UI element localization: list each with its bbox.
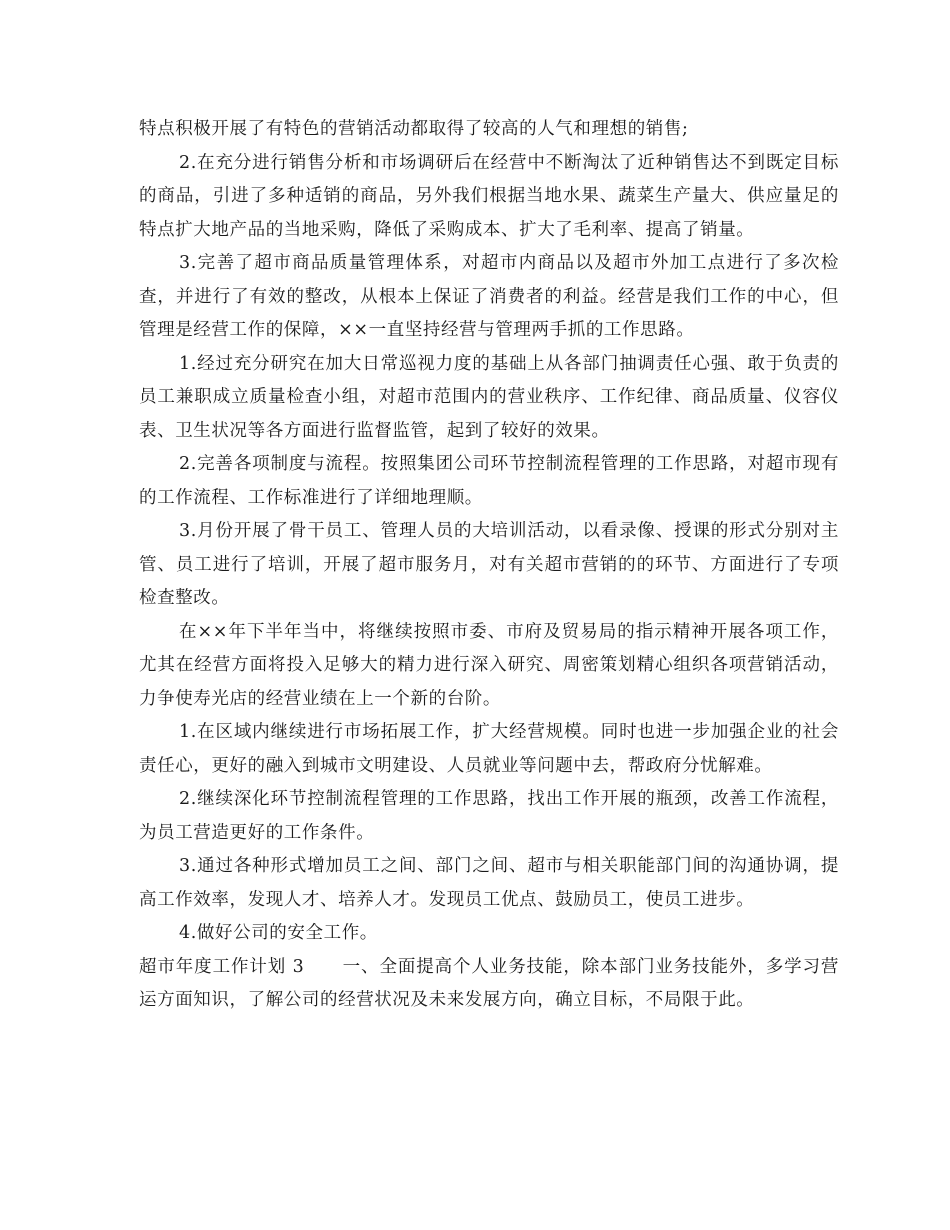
paragraph: 3.完善了超市商品质量管理体系，对超市内商品以及超市外加工点进行了多次检查，并进行了有效的整改，从根本上保证了消费者的利益。经营是我们工作的中心，但管理是经营工作的保障，××一直坚持经营与管理两手抓的工作思路。 xyxy=(139,253,839,340)
paragraph: 1.在区域内继续进行市场拓展工作，扩大经营规模。同时也进一步加强企业的社会责任心，更好的融入到城市文明建设、人员就业等问题中去，帮政府分忧解难。 xyxy=(139,722,839,776)
final-paragraph xyxy=(139,951,839,1018)
paragraph: 1.经过充分研究在加大日常巡视力度的基础上从各部门抽调责任心强、敢于负责的员工兼职成立质量检查小组，对超市范围内的营业秩序、工作纪律、商品质量、仪容仪表、卫生状况等各方面进行监督监管，起到了较好的效果。 xyxy=(139,353,839,441)
paragraph: 2.在充分进行销售分析和市场调研后在经营中不断淘汰了近种销售达不到既定目标的商品，引进了多种适销的商品，另外我们根据当地水果、蔬菜生产量大、供应量足的特点扩大地产品的当地采购，降低了采购成本、扩大了毛利率、提高了销量。 xyxy=(139,152,839,240)
paragraph: 3.月份开展了骨干员工、管理人员的大培训活动，以看录像、授课的形式分别对主管、员工进行了培训，开展了超市服务月，对有关超市营销的的环节、方面进行了专项检查整改。 xyxy=(139,521,839,608)
paragraph: 4.做好公司的安全工作。 xyxy=(179,923,378,943)
paragraph: 3.通过各种形式增加员工之间、部门之间、超市与相关职能部门间的沟通协调，提高工作效率，发现人才、培养人才。发现员工优点、鼓励员工，使员工进步。 xyxy=(139,856,839,910)
document-body xyxy=(139,113,839,1018)
paragraph-text: 一、全面提高个人业务技能，除本部门业务技能外，多学习营运方面知识，了解公司的经营状况及未来发展方向，确立目标，不局限于此。 xyxy=(139,956,840,1010)
paragraph: 2.完善各项制度与流程。按照集团公司环节控制流程管理的工作思路，对超市现有的工作流程、工作标准进行了详细地理顺。 xyxy=(139,454,839,508)
paragraph: 在××年下半年当中，将继续按照市委、市府及贸易局的指示精神开展各项工作，尤其在经营方面将投入足够大的精力进行深入研究、周密策划精心组织各项营销活动，力争使寿光店的经营业绩在上一个新的台阶。 xyxy=(139,621,839,709)
paragraph: 2.继续深化环节控制流程管理的工作思路，找出工作开展的瓶颈，改善工作流程，为员工营造更好的工作条件。 xyxy=(139,789,839,843)
paragraph: 特点积极开展了有特色的营销活动都取得了较高的人气和理想的销售; xyxy=(139,119,689,139)
section-heading: 超市年度工作计划 3 xyxy=(139,956,305,977)
